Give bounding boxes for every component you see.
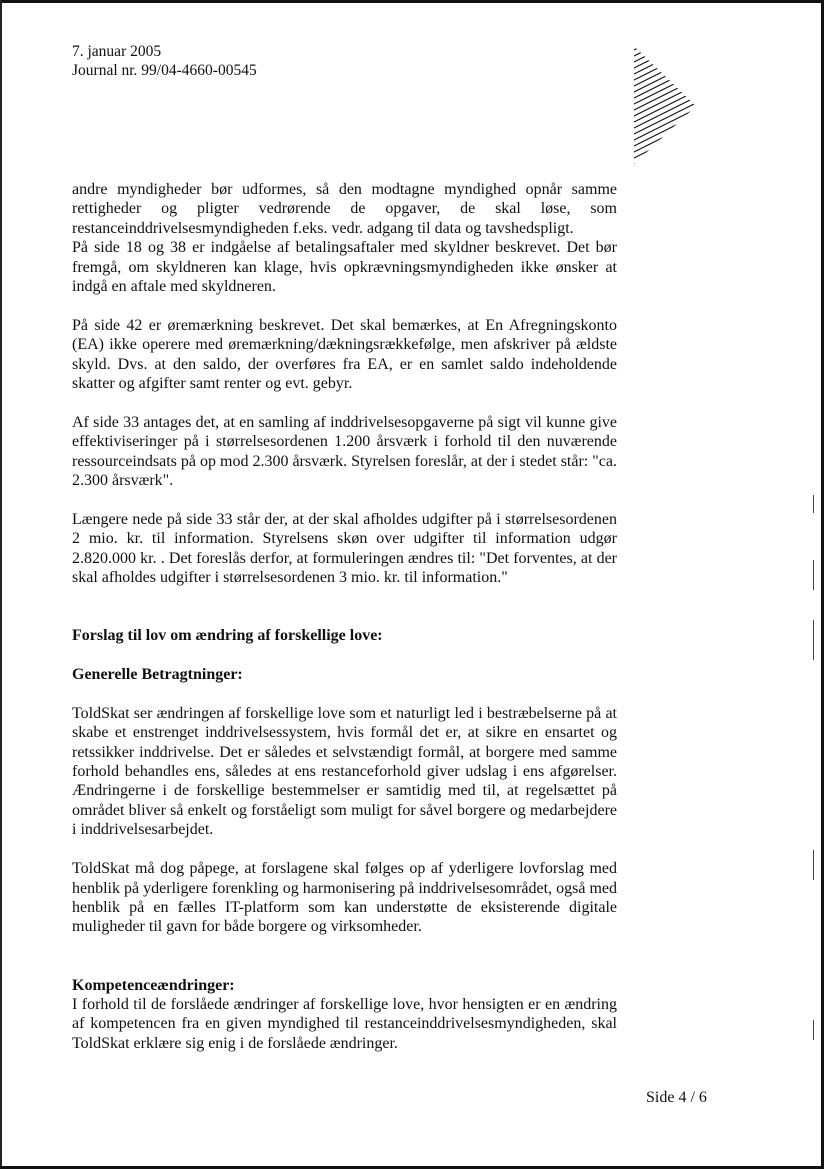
scan-artifact	[813, 1020, 814, 1040]
paragraph: Af side 33 antages det, at en samling af inddrivelsesopgaverne på sigt vil kunne give effektiviseringer på i størrelsesordenen 1.200 årsværk i forhold til den nuværende ressourceindsats på op mod 2.300 årsværk. Styrelsen foreslår, at der i stedet står: "ca. 2.300 årsværk".	[72, 413, 617, 490]
header-date: 7. januar 2005	[72, 43, 162, 60]
header-journal-number: Journal nr. 99/04-4660-00545	[72, 62, 257, 79]
scan-artifact	[813, 495, 814, 513]
section-heading: Forslag til lov om ændring af forskellige love:	[72, 627, 383, 645]
document-header	[72, 42, 257, 80]
scan-artifact	[813, 560, 814, 590]
scan-artifact	[813, 850, 814, 880]
scan-artifact	[813, 620, 814, 660]
paragraph: På side 42 er øremærkning beskrevet. Det skal bemærkes, at En Afregningskonto (EA) ikke operere med øremærkning/dækningsrækkefølge, men afskriver på ældste skyld. Dvs. at den saldo, der overføres fra EA, er en samlet saldo indeholdende skatter og afgifter samt renter og evt. gebyr.	[72, 316, 617, 393]
page-number: Side 4 / 6	[646, 1089, 707, 1106]
paragraph: andre myndigheder bør udformes, så den modtagne myndighed opnår samme rettigheder og pligter vedrørende de opgaver, de skal løse, som restanceinddrivelsesmyndigheden f.eks. vedr. adgang til data og tavshedspligt.	[72, 181, 617, 237]
paragraph: På side 18 og 38 er indgåelse af betalingsaftaler med skyldner beskrevet. Det bør fremgå, om skyldneren kan klage, hvis opkrævningsmyndigheden ikke ønsker at indgå en aftale med skyldneren.	[72, 239, 617, 296]
paragraph: Længere nede på side 33 står der, at der skal afholdes udgifter på i størrelsesordenen 2 mio. kr. til information. Styrelsens skøn over udgifter til information udgør 2.820.000 kr. . Det foreslås derfor, at formuleringen ændres til: "Det forventes, at der skal afholdes udgifter i størrelsesordenen 3 mio. kr. til information."	[72, 510, 617, 587]
subsection-heading: Kompetenceændringer:	[72, 976, 235, 994]
page-border-left	[0, 0, 2, 1169]
document-body	[72, 180, 617, 1053]
paragraph: I forhold til de forslåede ændringer af forskellige love, hvor hensigten er en ændring af kompetencen fra en given myndighed til restanceinddrivelsesmyndigheden, skal ToldSkat erklære sig enig i de forslåede ændringer.	[72, 995, 617, 1052]
subsection-heading: Generelle Betragtninger:	[72, 666, 243, 684]
paragraph: ToldSkat ser ændringen af forskellige love som et naturligt led i bestræbelserne på at skabe et enstrenget inddrivelsessystem, hvis formål det er, at sikre en ensartet og retssikker inddrivelse. Det er således et selvstændigt formål, at borgere med samme forhold behandles ens, således at ens restanceforhold giver udslag i ens afgørelser. Ændringerne i de forskellige bestemmelser er samtidig med til, at regelsættet på området bliver så enkelt og forståeligt som muligt for såvel borgere og medarbejdere i inddrivelsesarbejdet.	[72, 704, 617, 839]
toldskat-logo-icon	[632, 44, 698, 166]
page-border-top	[0, 0, 824, 3]
paragraph: ToldSkat må dog påpege, at forslagene skal følges op af yderligere lovforslag med henblik på yderligere forenkling og harmonisering på inddrivelsesområdet, også med henblik på en fælles IT-platform som kan understøtte de eksisterende digitale muligheder til gavn for både borgere og virksomheder.	[72, 860, 617, 936]
